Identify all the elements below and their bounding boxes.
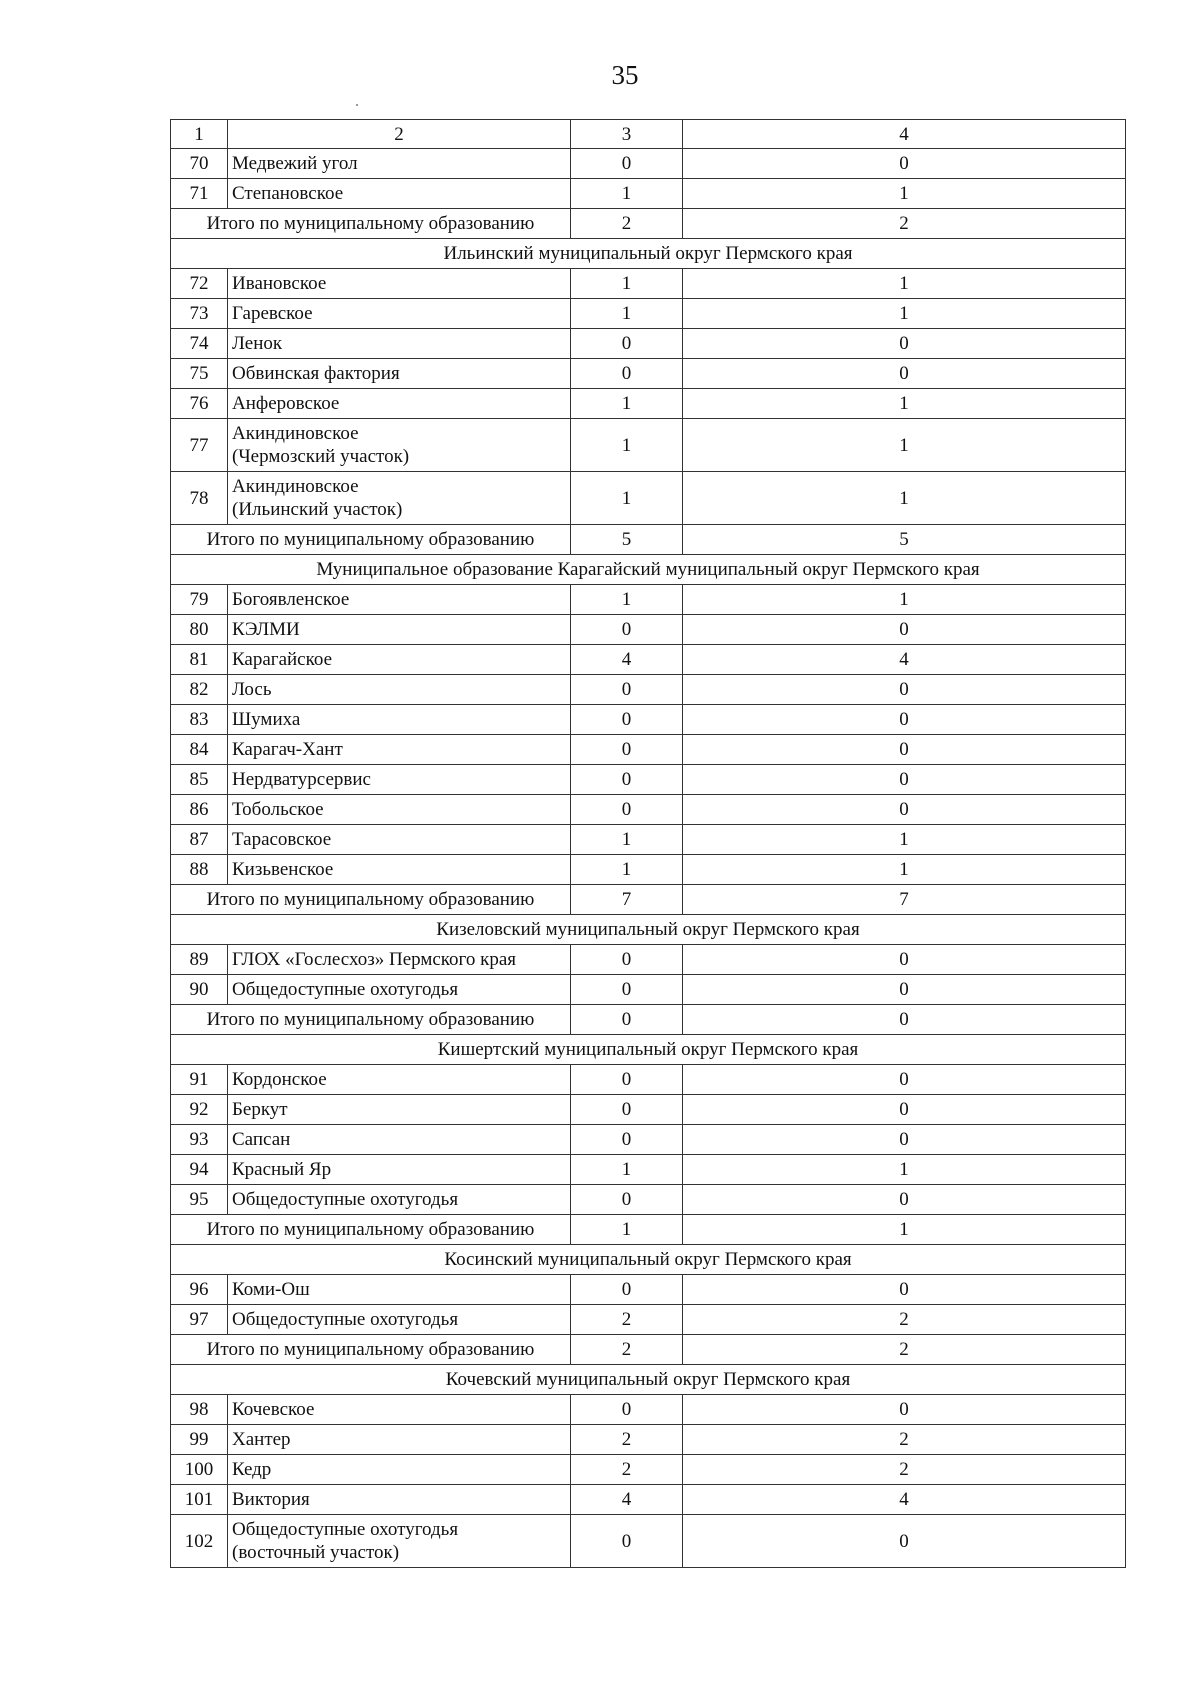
row-col-3: 0 (571, 329, 683, 359)
row-col-3: 0 (571, 705, 683, 735)
table-row (171, 1125, 1126, 1155)
row-col-3: 2 (571, 1305, 683, 1335)
row-name-line: КЭЛМИ (232, 619, 300, 640)
section-title: Кизеловский муниципальный округ Пермского края (171, 915, 1126, 945)
row-col-4: 0 (683, 1275, 1126, 1305)
row-name (228, 945, 571, 975)
total-label: Итого по муниципальному образованию (171, 885, 571, 915)
table-row (171, 1095, 1126, 1125)
total-row (171, 1215, 1126, 1245)
row-number: 90 (171, 975, 228, 1005)
row-col-4: 4 (683, 645, 1126, 675)
row-col-4: 0 (683, 1185, 1126, 1215)
row-number: 73 (171, 299, 228, 329)
row-col-4: 1 (683, 179, 1126, 209)
row-col-4: 0 (683, 149, 1126, 179)
total-col-4: 1 (683, 1215, 1126, 1245)
row-col-3: 1 (571, 419, 683, 472)
row-number: 74 (171, 329, 228, 359)
row-number: 83 (171, 705, 228, 735)
table-row (171, 945, 1126, 975)
row-name (228, 795, 571, 825)
header-col-4: 4 (683, 120, 1126, 149)
table-row (171, 795, 1126, 825)
section-row (171, 239, 1126, 269)
table-row (171, 1275, 1126, 1305)
row-col-3: 0 (571, 1395, 683, 1425)
section-row (171, 1245, 1126, 1275)
table-row (171, 675, 1126, 705)
row-name (228, 615, 571, 645)
table-row (171, 825, 1126, 855)
total-row (171, 1005, 1126, 1035)
row-number: 96 (171, 1275, 228, 1305)
row-name (228, 1305, 571, 1335)
section-row (171, 1365, 1126, 1395)
row-name-line: Карагайское (232, 649, 333, 670)
row-name (228, 149, 571, 179)
row-col-4: 1 (683, 299, 1126, 329)
row-col-3: 0 (571, 795, 683, 825)
row-name-line: Кочевское (232, 1399, 315, 1420)
row-name (228, 1065, 571, 1095)
row-name-line: (Чермозский участок) (232, 446, 410, 467)
row-number: 79 (171, 585, 228, 615)
total-col-3: 5 (571, 525, 683, 555)
row-name (228, 389, 571, 419)
row-name-line: Общедоступные охотугодья (232, 1519, 459, 1540)
table-row (171, 1155, 1126, 1185)
table-row (171, 1395, 1126, 1425)
row-name-line: Тобольское (232, 799, 324, 820)
table-row (171, 269, 1126, 299)
row-col-4: 0 (683, 359, 1126, 389)
row-name-line: Лось (232, 679, 272, 700)
table-row (171, 735, 1126, 765)
page-number: 35 (611, 60, 639, 90)
table-row (171, 329, 1126, 359)
total-col-3: 1 (571, 1215, 683, 1245)
row-number: 85 (171, 765, 228, 795)
table-row (171, 299, 1126, 329)
row-number: 99 (171, 1425, 228, 1455)
row-col-3: 0 (571, 1125, 683, 1155)
table-row (171, 1515, 1126, 1568)
row-number: 95 (171, 1185, 228, 1215)
row-col-4: 1 (683, 472, 1126, 525)
row-col-3: 0 (571, 615, 683, 645)
row-number: 77 (171, 419, 228, 472)
row-name (228, 419, 571, 472)
row-col-4: 1 (683, 585, 1126, 615)
row-name-line: Шумиха (232, 709, 301, 730)
row-name (228, 825, 571, 855)
total-row (171, 209, 1126, 239)
row-col-4: 1 (683, 825, 1126, 855)
row-name-line: Кедр (232, 1459, 272, 1480)
row-name (228, 765, 571, 795)
section-row (171, 555, 1126, 585)
table-row (171, 389, 1126, 419)
row-number: 72 (171, 269, 228, 299)
row-col-3: 0 (571, 1515, 683, 1568)
table-row (171, 149, 1126, 179)
total-label: Итого по муниципальному образованию (171, 525, 571, 555)
row-number: 71 (171, 179, 228, 209)
row-col-4: 0 (683, 735, 1126, 765)
table-row (171, 765, 1126, 795)
total-row (171, 885, 1126, 915)
table-row (171, 359, 1126, 389)
row-name (228, 855, 571, 885)
row-col-3: 0 (571, 1275, 683, 1305)
row-col-4: 4 (683, 1485, 1126, 1515)
row-name-line: Степановское (232, 183, 344, 204)
row-col-4: 0 (683, 765, 1126, 795)
table-row (171, 645, 1126, 675)
total-label: Итого по муниципальному образованию (171, 1005, 571, 1035)
row-name-line: Карагач-Хант (232, 739, 343, 760)
row-col-3: 1 (571, 1155, 683, 1185)
table-row (171, 615, 1126, 645)
row-name-line: Общедоступные охотугодья (232, 1189, 459, 1210)
table-row (171, 855, 1126, 885)
row-col-4: 2 (683, 1455, 1126, 1485)
header-col-2: 2 (228, 120, 571, 149)
row-col-4: 0 (683, 329, 1126, 359)
table-row (171, 419, 1126, 472)
row-col-3: 4 (571, 1485, 683, 1515)
row-name-line: Анферовское (232, 393, 340, 414)
total-col-4: 5 (683, 525, 1126, 555)
row-col-4: 0 (683, 1065, 1126, 1095)
table-header-row (171, 120, 1126, 149)
row-name-line: Ивановское (232, 273, 327, 294)
row-name-line: ГЛОХ «Гослесхоз» Пермского края (232, 949, 517, 970)
total-col-3: 2 (571, 209, 683, 239)
total-label: Итого по муниципальному образованию (171, 1215, 571, 1245)
row-col-3: 0 (571, 675, 683, 705)
row-col-3: 0 (571, 975, 683, 1005)
row-col-4: 0 (683, 975, 1126, 1005)
row-col-3: 4 (571, 645, 683, 675)
row-name (228, 179, 571, 209)
row-col-4: 2 (683, 1305, 1126, 1335)
row-col-3: 0 (571, 945, 683, 975)
row-name (228, 585, 571, 615)
row-name (228, 1395, 571, 1425)
row-col-4: 0 (683, 1095, 1126, 1125)
section-title: Косинский муниципальный округ Пермского края (171, 1245, 1126, 1275)
table-row (171, 1065, 1126, 1095)
row-number: 93 (171, 1125, 228, 1155)
table-row (171, 705, 1126, 735)
row-number: 70 (171, 149, 228, 179)
row-col-3: 1 (571, 269, 683, 299)
row-name-line: (восточный участок) (232, 1542, 400, 1563)
row-name-line: Беркут (232, 1099, 288, 1120)
row-number: 98 (171, 1395, 228, 1425)
row-col-3: 0 (571, 149, 683, 179)
total-col-4: 7 (683, 885, 1126, 915)
row-col-3: 1 (571, 855, 683, 885)
row-number: 92 (171, 1095, 228, 1125)
hunting-grounds-table (170, 119, 1126, 1568)
total-col-4: 0 (683, 1005, 1126, 1035)
row-col-3: 1 (571, 389, 683, 419)
row-name (228, 735, 571, 765)
row-name (228, 975, 571, 1005)
total-col-3: 7 (571, 885, 683, 915)
row-name (228, 1455, 571, 1485)
row-name (228, 1275, 571, 1305)
section-row (171, 915, 1126, 945)
row-col-3: 0 (571, 765, 683, 795)
table-row (171, 1485, 1126, 1515)
row-name (228, 1125, 571, 1155)
row-number: 102 (171, 1515, 228, 1568)
section-title: Муниципальное образование Карагайский муниципальный округ Пермского края (171, 555, 1126, 585)
row-col-4: 0 (683, 615, 1126, 645)
row-name-line: Кордонское (232, 1069, 327, 1090)
table-body (171, 120, 1126, 1568)
section-title: Кочевский муниципальный округ Пермского края (171, 1365, 1126, 1395)
row-col-4: 0 (683, 795, 1126, 825)
total-row (171, 525, 1126, 555)
row-col-3: 1 (571, 299, 683, 329)
table-row (171, 1305, 1126, 1335)
row-number: 101 (171, 1485, 228, 1515)
row-col-4: 2 (683, 1425, 1126, 1455)
row-col-4: 0 (683, 1515, 1126, 1568)
row-number: 97 (171, 1305, 228, 1335)
row-number: 84 (171, 735, 228, 765)
row-name (228, 472, 571, 525)
table-row (171, 472, 1126, 525)
row-col-3: 2 (571, 1425, 683, 1455)
row-col-4: 1 (683, 419, 1126, 472)
total-row (171, 1335, 1126, 1365)
row-col-3: 0 (571, 735, 683, 765)
row-col-4: 0 (683, 1125, 1126, 1155)
scan-speck (356, 104, 358, 106)
row-number: 81 (171, 645, 228, 675)
table-row (171, 975, 1126, 1005)
row-name-line: Виктория (232, 1489, 310, 1510)
table-row (171, 585, 1126, 615)
row-name-line: Гаревское (232, 303, 313, 324)
row-name (228, 299, 571, 329)
row-number: 91 (171, 1065, 228, 1095)
row-name (228, 1095, 571, 1125)
row-name-line: Ленок (232, 333, 283, 354)
row-col-4: 1 (683, 389, 1126, 419)
row-name (228, 1425, 571, 1455)
row-name (228, 329, 571, 359)
row-number: 88 (171, 855, 228, 885)
section-title: Кишертский муниципальный округ Пермского края (171, 1035, 1126, 1065)
row-name (228, 1185, 571, 1215)
row-name-line: Сапсан (232, 1129, 291, 1150)
total-col-4: 2 (683, 1335, 1126, 1365)
row-number: 80 (171, 615, 228, 645)
row-number: 76 (171, 389, 228, 419)
total-label: Итого по муниципальному образованию (171, 1335, 571, 1365)
row-col-4: 0 (683, 675, 1126, 705)
row-name-line: Акиндиновское (232, 476, 359, 497)
row-number: 86 (171, 795, 228, 825)
row-col-4: 1 (683, 269, 1126, 299)
row-number: 78 (171, 472, 228, 525)
total-col-3: 0 (571, 1005, 683, 1035)
header-col-1: 1 (171, 120, 228, 149)
total-label: Итого по муниципальному образованию (171, 209, 571, 239)
table-row (171, 179, 1126, 209)
row-name-line: Кизьвенское (232, 859, 334, 880)
row-name (228, 1485, 571, 1515)
row-col-3: 2 (571, 1455, 683, 1485)
row-name-line: Акиндиновское (232, 423, 359, 444)
table-row (171, 1185, 1126, 1215)
row-name (228, 645, 571, 675)
row-name (228, 675, 571, 705)
row-number: 82 (171, 675, 228, 705)
row-col-3: 0 (571, 1095, 683, 1125)
total-col-4: 2 (683, 209, 1126, 239)
row-name-line: (Ильинский участок) (232, 499, 403, 520)
row-name-line: Обвинская фактория (232, 363, 400, 384)
row-name (228, 1515, 571, 1568)
row-name-line: Общедоступные охотугодья (232, 979, 459, 1000)
row-col-3: 0 (571, 1065, 683, 1095)
section-title: Ильинский муниципальный округ Пермского края (171, 239, 1126, 269)
row-col-3: 1 (571, 825, 683, 855)
row-number: 89 (171, 945, 228, 975)
row-col-4: 0 (683, 705, 1126, 735)
row-col-4: 0 (683, 1395, 1126, 1425)
row-name (228, 705, 571, 735)
row-number: 94 (171, 1155, 228, 1185)
row-name-line: Медвежий угол (232, 153, 358, 174)
row-number: 87 (171, 825, 228, 855)
row-name (228, 1155, 571, 1185)
row-col-4: 1 (683, 855, 1126, 885)
row-name-line: Красный Яр (232, 1159, 332, 1180)
header-col-3: 3 (571, 120, 683, 149)
row-number: 75 (171, 359, 228, 389)
row-name-line: Хантер (232, 1429, 291, 1450)
row-col-4: 0 (683, 945, 1126, 975)
row-col-3: 1 (571, 179, 683, 209)
total-col-3: 2 (571, 1335, 683, 1365)
row-col-3: 0 (571, 1185, 683, 1215)
row-name-line: Общедоступные охотугодья (232, 1309, 459, 1330)
row-name-line: Богоявленское (232, 589, 350, 610)
row-name-line: Коми-Ош (232, 1279, 310, 1300)
row-name-line: Тарасовское (232, 829, 332, 850)
row-col-3: 1 (571, 585, 683, 615)
row-name (228, 269, 571, 299)
row-name (228, 359, 571, 389)
row-number: 100 (171, 1455, 228, 1485)
table-row (171, 1455, 1126, 1485)
row-name-line: Нердватурсервис (232, 769, 371, 790)
section-row (171, 1035, 1126, 1065)
row-col-3: 0 (571, 359, 683, 389)
table-row (171, 1425, 1126, 1455)
row-col-3: 1 (571, 472, 683, 525)
row-col-4: 1 (683, 1155, 1126, 1185)
